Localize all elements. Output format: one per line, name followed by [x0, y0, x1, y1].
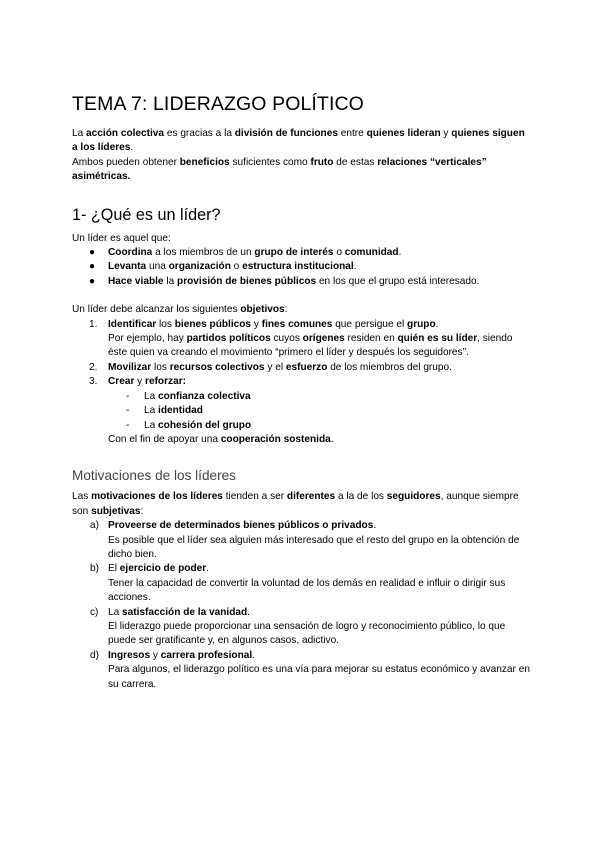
- sub-list-item: [72, 404, 532, 418]
- bold-text: reforzar:: [145, 376, 186, 388]
- lettered-item-text: El ejercicio de poder.: [108, 563, 209, 575]
- sub-list-item: [72, 419, 532, 433]
- bullet-marker: ●: [89, 275, 96, 287]
- bold-text: cooperación sostenida: [220, 433, 331, 445]
- bold-text: acción colectiva: [86, 128, 165, 139]
- letter-marker: d): [90, 649, 99, 661]
- numbered-item: [72, 318, 532, 361]
- lettered-item-detail: Tener la capacidad de convertir la voluntad de los demás en realidad e influir o dirigir sus acciones.: [108, 577, 506, 604]
- list-item: [72, 275, 532, 289]
- bold-text: carrera profesional: [160, 649, 253, 661]
- lettered-item: [72, 562, 532, 605]
- bold-text: provisión de bienes públicos: [177, 275, 317, 287]
- bold-text: cohesión del grupo: [158, 419, 252, 431]
- bold-text: bienes públicos: [174, 318, 252, 330]
- number-marker: 1.: [89, 318, 98, 330]
- bullet-marker: ●: [89, 247, 96, 259]
- numbered-item-detail: Por ejemplo, hay partidos políticos cuyos orígenes residen en quién es su líder, siendo éste quien va creando el movimiento “primero el líder y después los seguidores”.: [108, 333, 513, 359]
- bold-text: Identificar: [108, 318, 157, 330]
- objectives-lead: Un líder debe alcanzar los siguientes objetivos:: [72, 304, 288, 316]
- bold-text: quienes siguen a los líderes: [72, 128, 525, 154]
- bold-text: Crear: [108, 376, 135, 388]
- bold-text: satisfacción de la vanidad: [122, 606, 248, 618]
- bold-text: esfuerzo: [285, 361, 328, 373]
- bold-text: seguidores: [386, 491, 441, 503]
- lettered-item: [72, 649, 532, 692]
- bold-text: partidos políticos: [186, 333, 271, 345]
- bold-text: Levanta: [108, 261, 147, 273]
- section-heading-que-es-un-lider: 1- ¿Qué es un líder?: [72, 205, 221, 224]
- numbered-item-text: Crear y reforzar:: [108, 376, 186, 388]
- bold-text: relaciones “verticales”: [377, 156, 487, 168]
- bold-text: estructura institucional: [242, 261, 354, 273]
- bold-text: recursos colectivos: [169, 361, 265, 373]
- dash-marker: -: [126, 419, 130, 431]
- bold-text: división de funciones: [234, 128, 338, 139]
- bold-text: orígenes: [302, 333, 345, 345]
- numbered-item-closing: Con el fin de apoyar una cooperación sostenida.: [108, 433, 334, 445]
- dash-marker: -: [126, 405, 130, 417]
- intro-paragraph-2: Ambos pueden obtener beneficios suficientes como fruto de estas relaciones “verticales” asimétricas.: [72, 156, 487, 183]
- bold-text: objetivos: [240, 304, 285, 316]
- bold-text: organización: [168, 261, 231, 273]
- dash-marker: -: [126, 390, 130, 402]
- letter-marker: b): [90, 563, 99, 575]
- bold-text: confianza colectiva: [158, 390, 251, 402]
- bold-text: fines comunes: [261, 318, 333, 330]
- letter-marker: a): [90, 520, 99, 532]
- number-marker: 2.: [89, 361, 98, 373]
- lettered-item-text: La satisfacción de la vanidad.: [108, 606, 250, 618]
- page-title: TEMA 7: LIDERAZGO POLÍTICO: [72, 93, 364, 115]
- sub-list-item-text: La identidad: [144, 405, 203, 417]
- bold-text: subjetivas: [91, 505, 141, 517]
- lettered-item-detail: Es posible que el líder sea alguien más interesado que el resto del grupo en la obtención de dicho bien.: [108, 534, 520, 560]
- lettered-item: [72, 519, 532, 562]
- lettered-item-text: Ingresos y carrera profesional.: [108, 649, 255, 661]
- bold-text: grupo: [407, 318, 436, 330]
- motivations-lead: Las motivaciones de los líderes tienden a ser diferentes a la de los seguidores, aunque siempre son subjetivas:: [72, 491, 519, 517]
- numbered-item: [72, 361, 532, 375]
- number-marker: 3.: [89, 376, 98, 388]
- bold-text: identidad: [158, 405, 203, 417]
- lettered-item-text: Proveerse de determinados bienes públicos o privados.: [108, 520, 377, 532]
- bold-text: fruto: [310, 156, 334, 168]
- bold-text: ejercicio de poder: [119, 563, 207, 575]
- sub-list-item-text: La confianza colectiva: [144, 390, 251, 402]
- letter-marker: c): [90, 606, 99, 618]
- document-page: [72, 92, 532, 692]
- list-item-text: Hace viable la provisión de bienes públicos en los que el grupo está interesado.: [108, 275, 480, 287]
- list-item-text: Coordina a los miembros de un grupo de interés o comunidad.: [108, 247, 402, 259]
- sub-list-item-text: La cohesión del grupo: [144, 419, 252, 431]
- section-lead: Un líder es aquel que:: [72, 232, 171, 244]
- numbered-item-text: Movilizar los recursos colectivos y el esfuerzo de los miembros del grupo.: [108, 361, 452, 373]
- bullet-marker: ●: [89, 261, 96, 273]
- numbered-item: [72, 375, 532, 389]
- bold-text: beneficios: [179, 156, 230, 168]
- section-heading-motivaciones: Motivaciones de los líderes: [72, 468, 236, 484]
- bold-text: diferentes: [286, 491, 336, 503]
- bold-text: Hace viable: [108, 275, 164, 287]
- lettered-item-detail: Para algunos, el liderazgo político es una vía para mejorar su estatus económico y avanzar en su carrera.: [108, 664, 530, 690]
- bold-text: quién es su líder: [397, 333, 478, 345]
- list-item: [72, 260, 532, 274]
- bold-text: Ingresos: [108, 649, 151, 661]
- list-item: [72, 246, 532, 260]
- lettered-item: [72, 606, 532, 649]
- bold-text: comunidad: [344, 247, 399, 259]
- bold-text: motivaciones de los líderes: [91, 491, 223, 503]
- list-item-text: Levanta una organización o estructura institucional.: [108, 261, 357, 273]
- bold-text: Movilizar: [108, 361, 152, 373]
- bold-text: Coordina: [108, 247, 153, 259]
- bold-text: quienes lideran: [366, 128, 441, 139]
- bold-text: asimétricas.: [72, 171, 131, 183]
- intro-paragraph-1: La acción colectiva es gracias a la división de funciones entre quienes lideran y quienes siguen a los líderes.: [72, 128, 525, 154]
- numbered-item-text: Identificar los bienes públicos y fines comunes que persigue el grupo.: [108, 318, 439, 330]
- lettered-item-detail: El liderazgo puede proporcionar una sensación de logro y reconocimiento público, lo que puede ser gratificante y, en algunos casos, adictivo.: [108, 620, 506, 647]
- bold-text: grupo de interés: [254, 247, 334, 259]
- bold-text: Proveerse de determinados bienes públicos o privados: [108, 520, 374, 532]
- sub-list-item: [72, 390, 532, 404]
